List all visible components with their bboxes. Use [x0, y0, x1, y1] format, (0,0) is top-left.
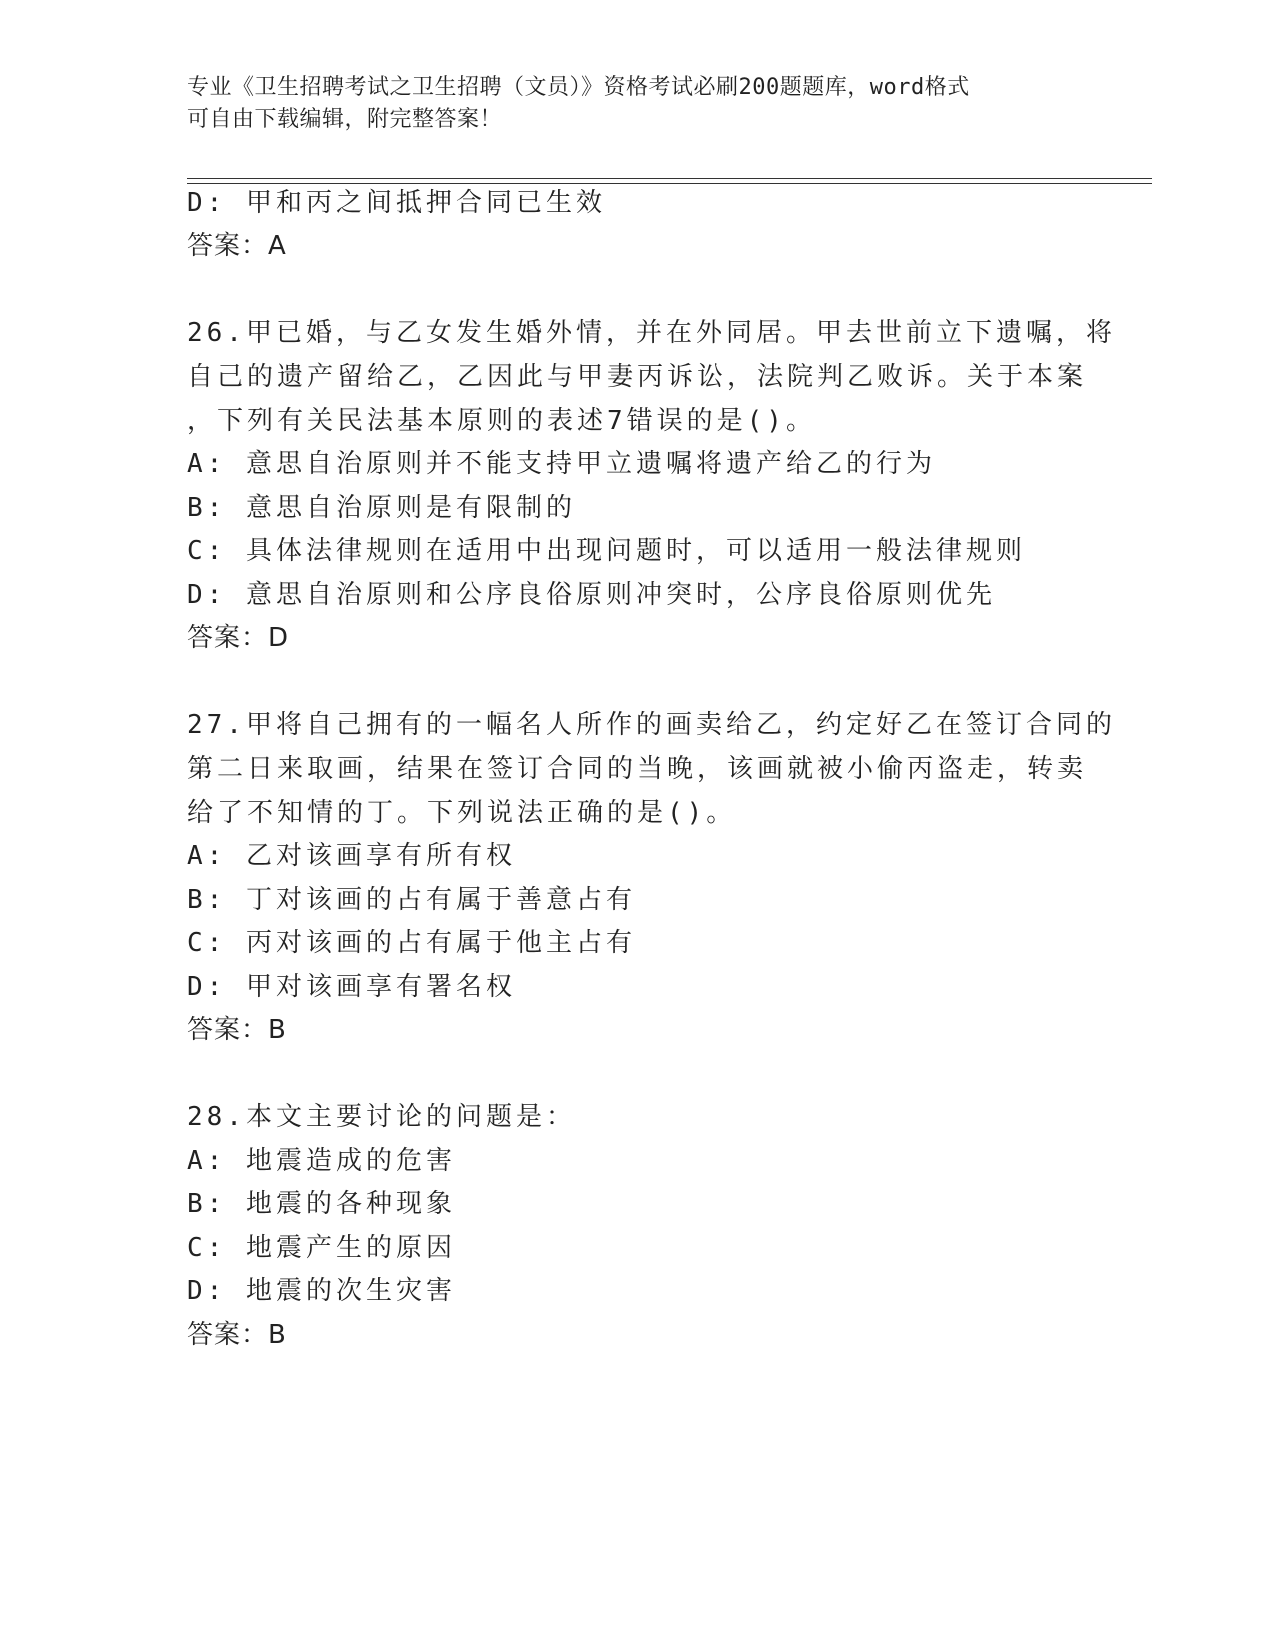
q28-option-c: C: 地震产生的原因: [187, 1233, 456, 1263]
q27-stem-line-3: 给了不知情的丁。下列说法正确的是()。: [187, 798, 737, 828]
q27-option-b: B: 丁对该画的占有属于善意占有: [187, 885, 636, 915]
q27-answer: 答案：B: [187, 1015, 287, 1045]
q26-stem-line-2: 自己的遗产留给乙，乙因此与甲妻丙诉讼，法院判乙败诉。关于本案: [187, 362, 1088, 392]
q27-stem-line-2: 第二日来取画，结果在签订合同的当晚，该画就被小偷丙盗走，转卖: [187, 754, 1088, 784]
q26-option-b: B: 意思自治原则是有限制的: [187, 493, 576, 523]
header-divider-bottom: [187, 183, 1152, 184]
q27-stem-line-1: 27.甲将自己拥有的一幅名人所作的画卖给乙，约定好乙在签订合同的: [187, 710, 1116, 740]
q26-option-a: A: 意思自治原则并不能支持甲立遗嘱将遗产给乙的行为: [187, 449, 936, 479]
q28-option-d: D: 地震的次生灾害: [187, 1276, 456, 1306]
q27-option-a: A: 乙对该画享有所有权: [187, 841, 516, 871]
header-line-2: 可自由下载编辑，附完整答案！: [187, 107, 503, 132]
q26-stem-line-3: ，下列有关民法基本原则的表述7错误的是()。: [187, 406, 816, 436]
q28-answer: 答案：B: [187, 1320, 287, 1350]
q26-stem-line-1: 26.甲已婚，与乙女发生婚外情，并在外同居。甲去世前立下遗嘱，将: [187, 318, 1116, 348]
header-line-1: 专业《卫生招聘考试之卫生招聘（文员）》资格考试必刷200题题库，word格式: [187, 75, 970, 100]
q25-answer: 答案：A: [187, 231, 287, 261]
q28-option-b: B: 地震的各种现象: [187, 1189, 456, 1219]
q28-option-a: A: 地震造成的危害: [187, 1146, 456, 1176]
q26-option-c: C: 具体法律规则在适用中出现问题时，可以适用一般法律规则: [187, 536, 1026, 566]
q28-stem-line-1: 28.本文主要讨论的问题是：: [187, 1102, 576, 1132]
q26-answer: 答案：D: [187, 623, 290, 653]
q27-option-c: C: 丙对该画的占有属于他主占有: [187, 928, 636, 958]
q25-option-d: D: 甲和丙之间抵押合同已生效: [187, 188, 606, 218]
q26-option-d: D: 意思自治原则和公序良俗原则冲突时，公序良俗原则优先: [187, 580, 996, 610]
document-header: [187, 72, 1067, 136]
q27-option-d: D: 甲对该画享有署名权: [187, 972, 516, 1002]
header-divider-top: [187, 178, 1152, 179]
